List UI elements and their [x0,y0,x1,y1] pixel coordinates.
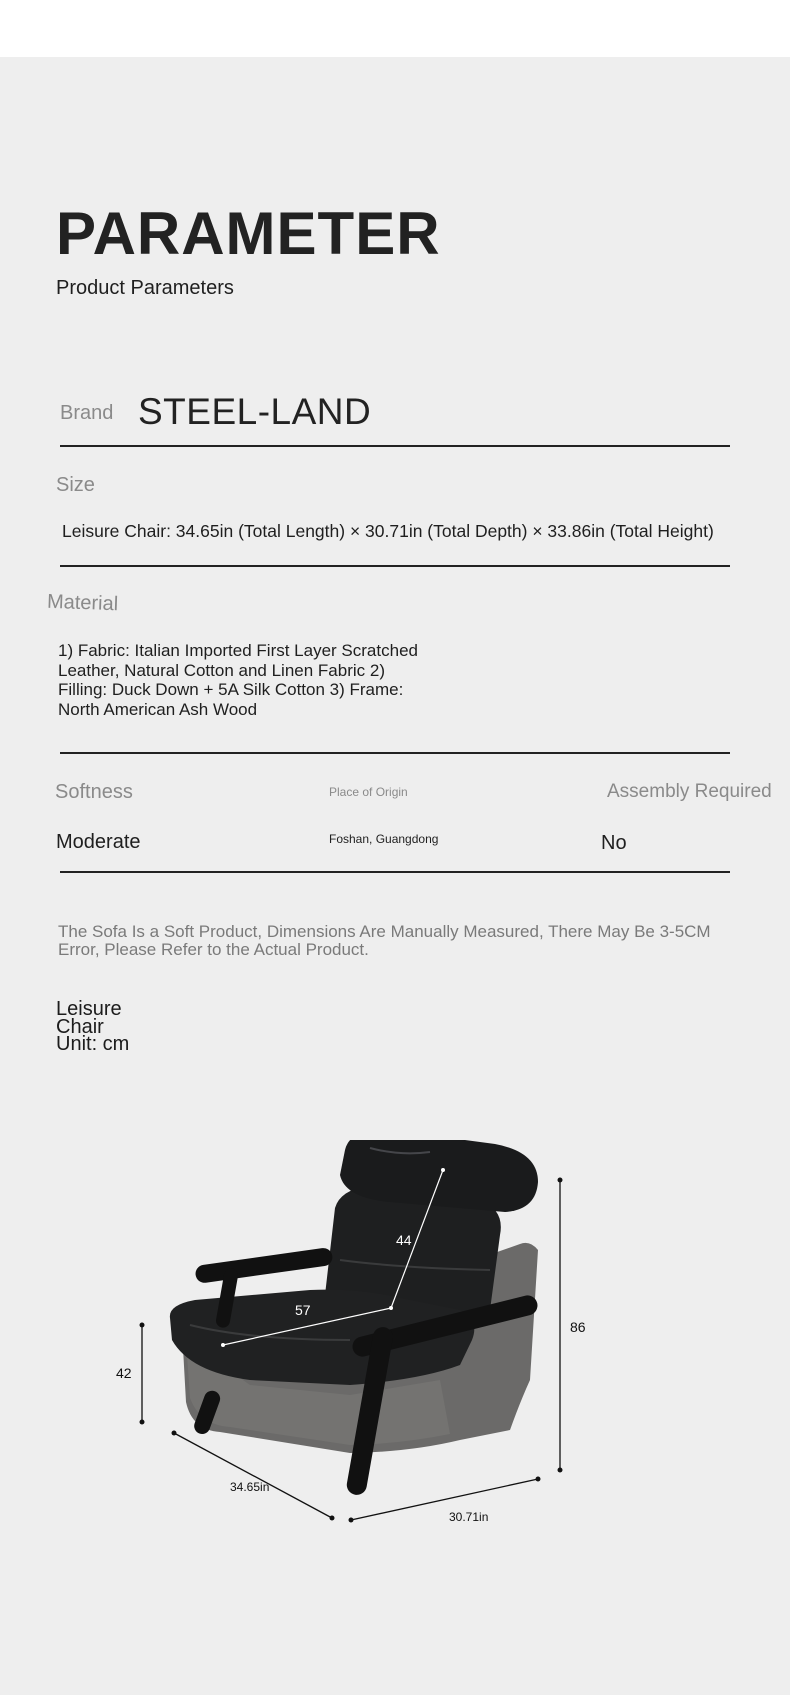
depth-label: 30.71in [449,1510,489,1524]
assembly-label: Assembly Required [607,781,772,802]
divider [60,871,730,873]
origin-label: Place of Origin [329,785,408,799]
seat-height-label: 42 [116,1365,132,1381]
brand-value: STEEL-LAND [138,391,372,432]
material-label: Material [46,590,119,616]
page-title: PARAMETER [56,200,441,267]
length-label: 34.65in [230,1480,270,1494]
seat-depth-dimension-label: 57 [295,1302,311,1318]
depth-line [351,1479,538,1520]
page-subtitle: Product Parameters [56,277,234,299]
origin-value: Foshan, Guangdong [329,832,439,846]
chair-dimension-diagram [100,1140,620,1540]
divider [60,752,730,754]
unit-label: Leisure Chair Unit: cm [56,998,130,1055]
divider [60,565,730,567]
total-height-label: 86 [570,1319,586,1335]
size-value: Leisure Chair: 34.65in (Total Length) × 30.71in (Total Depth) × 33.86in (Total Height) [62,521,714,541]
material-value: 1) Fabric: Italian Imported First Layer Scratched Leather, Natural Cotton and Linen Fabric 2) Filling: Duck Down + 5A Silk Cotton 3) Frame: North American Ash Wood [58,641,418,719]
chair-left-armrest [194,1247,333,1284]
measurement-note: The Sofa Is a Soft Product, Dimensions Are Manually Measured, There May Be 3-5CM Error, Please Refer to the Actual Product. [58,922,711,959]
brand-label: Brand [60,402,114,424]
divider [60,445,730,447]
softness-value: Moderate [56,831,141,853]
size-label: Size [56,474,95,496]
softness-label: Softness [55,781,133,803]
backrest-dimension-label: 44 [396,1232,412,1248]
assembly-value: No [601,832,627,854]
